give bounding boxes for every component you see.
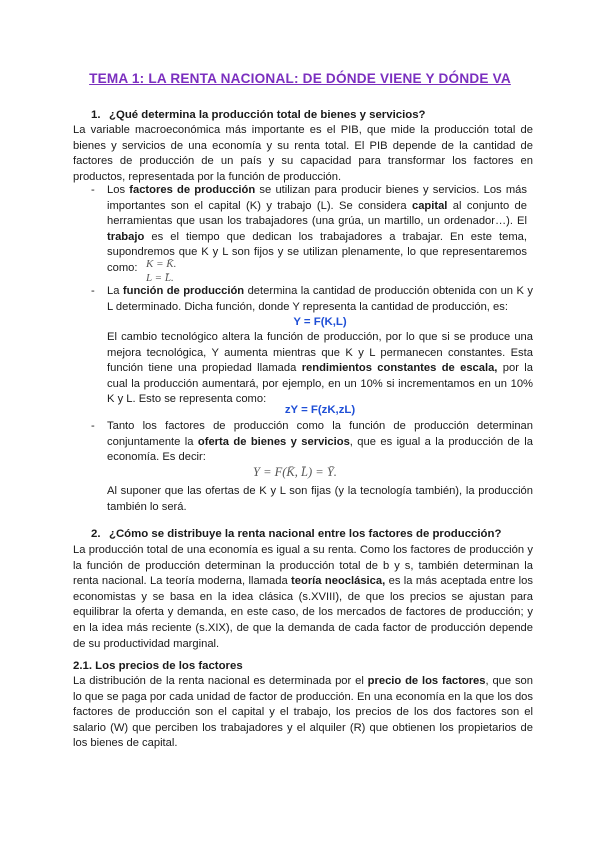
- text-span: es el tiempo que dedican los trabajadores a trabajar. En este tema, supondremos que K y L son fijos y se utilizan plenamente, lo que representaremos como:: [107, 230, 527, 274]
- section-2-paragraph: [73, 543, 533, 652]
- text-span: al conjunto de herramientas que usan los trabajadores (una grúa, un martillo, un ordenador…). El: [107, 199, 527, 228]
- text-span: Los: [107, 184, 130, 196]
- formula-production: Y = F(K,L): [293, 316, 347, 328]
- section-2-number: 2.: [91, 528, 101, 540]
- text-span: por la cual la producción aumentará, por ejemplo, en un 10% si incrementamos en un 10% K y L. Esto se representa como:: [107, 362, 533, 406]
- bold-term: función de producción: [122, 285, 245, 297]
- text-span: Tanto los factores de producción como la función de producción determinan conjuntamente la: [107, 420, 533, 448]
- text-span: determina la cantidad de producción obtenida con un K y L determinado. Dicha función, donde Y representa la cantidad de producción, es:: [107, 285, 533, 313]
- text-span: es la más aceptada entre los economistas y se basa en la idea clásica (s.XVIII), de que los precios se ajustan para equilibrar la oferta y demanda, en este caso, de los mercados de factores de producción; y en la idea más reciente (s.XIX), de que la demanda de cada factor de producción depende de su productividad marginal.: [73, 575, 533, 650]
- bold-term: teoría neoclásica,: [291, 575, 386, 588]
- bullet-marker: -: [91, 420, 95, 432]
- subsection-2-1-paragraph: [73, 674, 533, 752]
- text-span: La distribución de la renta nacional es determinada por el: [73, 675, 368, 687]
- section-1-number: 1.: [91, 109, 101, 121]
- subsection-2-1-heading: 2.1. Los precios de los factores: [73, 660, 243, 672]
- paragraph-fixed-supply: Al suponer que las ofertas de K y L son fijas (y la tecnología también), la producción también lo será.: [107, 485, 533, 513]
- equation-l: L = L̄.: [146, 272, 174, 284]
- bullet-marker: -: [91, 184, 95, 196]
- text-span: , que son lo que se paga por cada unidad de factor de producción. En una economía en la que los dos factores de producción son el capital y el trabajo, los precios de los dos factores son el salario (W) que perciben los trabajadores y el alquiler (R) que obtienen los propietarios de los bienes de capital.: [73, 675, 533, 750]
- section-2-title: ¿Cómo se distribuye la renta nacional entre los factores de producción?: [109, 528, 502, 540]
- paragraph-technology: [107, 330, 533, 408]
- equation-k: K = K̄.: [146, 258, 177, 270]
- text-span: La: [107, 285, 123, 297]
- text-span: , que es igual a la producción de la economía. Es decir:: [107, 435, 533, 464]
- bold-term: oferta de bienes y servicios: [197, 435, 350, 448]
- page-title: TEMA 1: LA RENTA NACIONAL: DE DÓNDE VIENE Y DÓNDE VA: [89, 71, 511, 86]
- section-1-heading: [91, 108, 426, 124]
- bullet-funcion: [107, 284, 533, 315]
- bullet-marker: -: [91, 285, 95, 297]
- bold-term: trabajo: [107, 230, 145, 243]
- section-1-title: ¿Qué determina la producción total de bienes y servicios?: [109, 109, 426, 121]
- bold-term: precio de los factores: [367, 675, 486, 687]
- section-2-heading: [91, 527, 501, 543]
- formula-scale: zY = F(zK,zL): [284, 404, 356, 416]
- section-1-intro: La variable macroeconómica más importante es el PIB, que mide la producción total de bienes y servicios de una economía y su renta total. El PIB depende de la cantidad de factores de producción de un país y su capacidad para transformar los factores en productos, representada por la función de producción.: [73, 124, 533, 183]
- text-span: La producción total de una economía es igual a su renta. Como los factores de producción y la función de producción determinan la producción total de b y s, también determinan la renta nacional. La teoría moderna, llamada: [73, 544, 533, 588]
- bold-term: rendimientos constantes de escala,: [301, 362, 498, 375]
- text-span: El cambio tecnológico altera la función de producción, por lo que si se produce una mejora tecnológica, Y aumenta mientras que K y L permanecen constantes. Esta función tiene una propiedad llamada: [107, 331, 533, 375]
- bold-term: factores de producción: [129, 184, 256, 196]
- text-span: se utilizan para producir bienes y servicios. Los más importantes son el capital (K) y trabajo (L). Se considera: [107, 184, 527, 212]
- bullet-oferta: [107, 419, 533, 466]
- equation-supply: Y = F(K̄, L̄) = Ȳ.: [253, 465, 337, 479]
- bold-term: capital: [411, 199, 448, 212]
